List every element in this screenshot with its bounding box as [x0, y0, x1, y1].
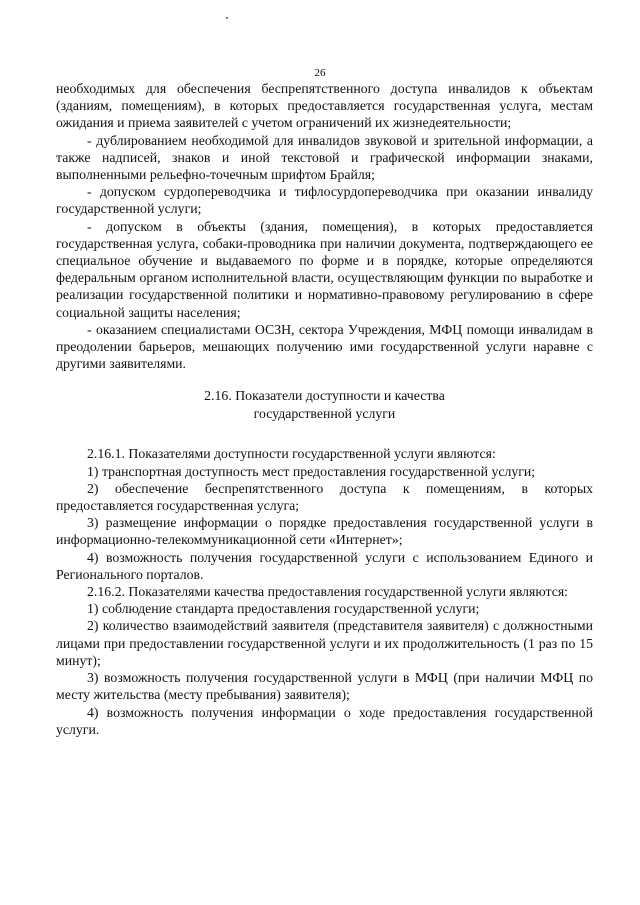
paragraph: 2.16.2. Показателями качества предоставления государственной услуги являются:: [87, 584, 569, 600]
paragraph: 4) возможность получения информации о ходе предоставления государственной услуги.: [56, 704, 593, 737]
paragraph: 1) соблюдение стандарта предоставления государственной услуги;: [87, 601, 480, 617]
paragraph: 1) транспортная доступность мест предоставления государственной услуги;: [87, 463, 536, 479]
paragraph: - допуском в объекты (здания, помещения), в которых предоставляется государственная услуга, собаки-проводника при наличии документа, подтверждающего ее специальное обучение и выдаваемого по форме и в порядке, которые определяются федеральным органом исполнительной власти, осуществляющим функции по выработке и реализации государственной политики и нормативно-правовому регулированию в сфере социальной защиты населения;: [56, 218, 593, 320]
paragraph: 3) возможность получения государственной услуги в МФЦ (при наличии МФЦ по месту жительства (месту пребывания) заявителя);: [56, 670, 593, 703]
paragraph: - оказанием специалистами ОСЗН, сектора Учреждения, МФЦ помощи инвалидам в преодолении барьеров, мешающих получению ими государственной услуги наравне с другими заявителями.: [56, 321, 593, 372]
paragraph: 2) количество взаимодействий заявителя (представителя заявителя) с должностными лицами при предоставлении государственной услуги и их продолжительность (1 раз по 15 минут);: [56, 618, 593, 668]
paragraph: 4) возможность получения государственной услуги с использованием Единого и Регионального порталов.: [56, 549, 593, 582]
paragraph: 2.16.1. Показателями доступности государственной услуги являются:: [87, 446, 496, 462]
paragraph: - допуском сурдопереводчика и тифлосурдопереводчика при оказании инвалиду государственной услуги;: [56, 184, 593, 217]
paragraph: необходимых для обеспечения беспрепятственного доступа инвалидов к объектам (зданиям, помещениям), в которых предоставляется государственная услуга, местам ожидания и приема заявителей с учетом ограничений их жизнедеятельности;: [56, 81, 593, 131]
paragraph: 2) обеспечение беспрепятственного доступа к помещениям, в которых предоставляется государственная услуга;: [56, 480, 593, 514]
scan-speck: [226, 17, 228, 19]
section-heading-line: государственной услуги: [253, 406, 396, 422]
section-heading: [56, 387, 593, 423]
paragraph: 3) размещение информации о порядке предоставления государственной услуги в информационно-телекоммуникационной сети «Интернет»;: [56, 515, 593, 548]
paragraph: - дублированием необходимой для инвалидов звуковой и зрительной информации, а также надписей, знаков и иной текстовой и графической информации знаками, выполненными рельефно-точечным шрифтом Брайля;: [56, 132, 593, 183]
page-number: 26: [314, 67, 326, 79]
document-body: [56, 80, 593, 738]
section-heading-line: 2.16. Показатели доступности и качества: [204, 388, 445, 404]
